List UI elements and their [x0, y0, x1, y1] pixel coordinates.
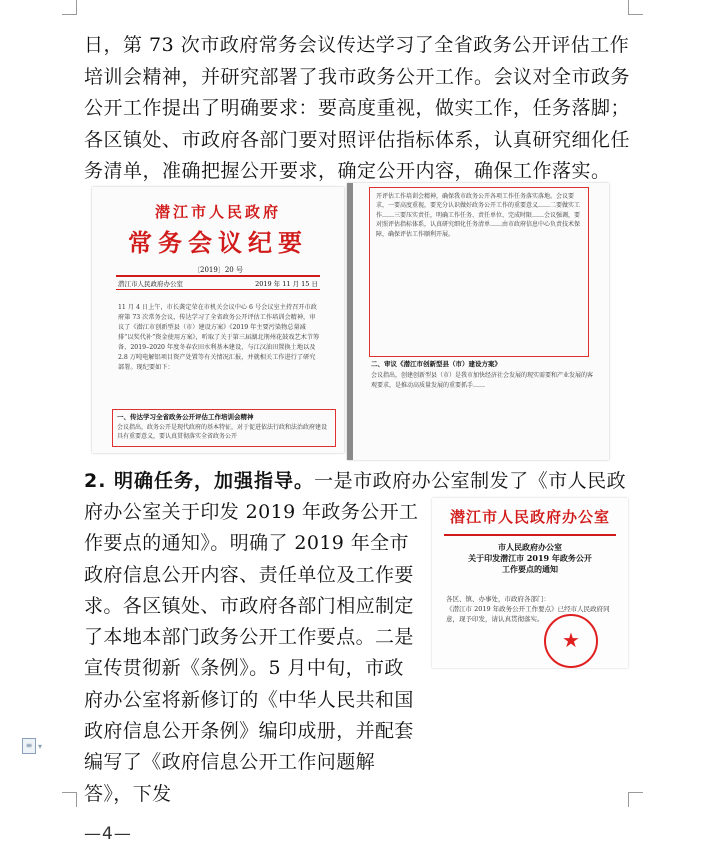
minutes-issuer: 潜江市人民政府办公室 — [118, 280, 183, 288]
section-heading: 二、审议《潜江市创新型县（市）建设方案》 — [371, 360, 501, 368]
minutes-page-2-image — [347, 183, 609, 460]
crop-mark-top-right — [628, 0, 643, 15]
minutes-org-title: 潜江市人民政府 — [154, 203, 281, 221]
highlight-box-right — [369, 187, 589, 357]
section-body: 会议指出，创建创新型县（市）是我市加快经济社会发展的现实需要和产业发展的客观要求，是推动高质量发展的重要抓手…… — [371, 372, 594, 389]
minutes-number: 〔2019〕20 号 — [193, 266, 243, 274]
notice-text: 各区、镇、办事处，市政府各部门： 《潜江市 2019 年政务公开工作要点》已经市人民政府同意，现予印发，请认真贯彻落实。 — [446, 595, 610, 623]
minutes-title: 常务会议纪要 — [128, 228, 308, 257]
crop-mark-bottom-right — [628, 792, 643, 807]
minutes-date: 2019 年 11 月 15 日 — [255, 280, 318, 288]
notice-document-image — [432, 498, 628, 668]
notice-subtitle: 市人民政府办公室 关于印发潜江市 2019 年政务公开 工作要点的通知 — [468, 542, 592, 574]
red-divider — [116, 275, 320, 277]
crop-mark-top-left — [62, 0, 77, 15]
highlight-box-title: 一、传达学习全省政务公开评估工作培训会精神 — [117, 413, 254, 421]
meeting-minutes-image — [92, 187, 344, 453]
red-divider-thin — [116, 289, 320, 290]
highlight-box-text: 会议指出，政务公开是现代政府的基本特征，对于促进依法行政和法治政府建设具有重要意义，要认真贯彻落实全省政务公开 — [117, 424, 328, 440]
page-number: —4— — [84, 824, 132, 844]
body-paragraph-3: 府办公室关于印发 2019 年政务公开工作要点的通知》。明确了 2019 年全市政府信息公开内容、责任单位及工作要求。各区镇处、市政府各部门相应制定了本地本部门政务公开工作要点。二是宣传贯彻新《条例》。5 月中旬，市政府办公室将新修订的《中华人民共和国政府信息公开条例》编印成册，并配套编写了《政府信息公开工作问题解答》，下发 — [84, 501, 419, 805]
notice-red-line — [444, 534, 616, 536]
notice-header: 潜江市人民政府办公室 — [449, 508, 610, 526]
body-paragraph-1: 日，第 73 次市政府常务会议传达学习了全省政务公开评估工作培训会精神，并研究部署了我市政务公开工作。会议对全市政务公开工作提出了明确要求：要高度重视，做实工作，任务落脚；各区镇处、市政府各部门要对照评估指标体系，认真研究细化任务清单，准确把握公开要求，确定公开内容，确保工作落实。 — [84, 34, 631, 183]
doc-icon[interactable]: ≡ — [22, 738, 36, 754]
highlight-box — [112, 409, 336, 447]
minutes-meta — [118, 279, 318, 288]
highlight-box-right-text: 开评估工作培训会精神，确保我市政务公开各项工作任务落实落地。会议要求，一要高度重视，要充分认识做好政务公开工作的重要意义……二要做实工作……三要压实责任，明确工作任务、责任单位、完成时限……会议强调，要对照评估指标体系，认真研究细化任务清单……由市政府信息中心负责技术保障，确保评估工作顺利开展。 — [376, 193, 581, 238]
paragraph-heading: 2. 明确任务，加强指导。 — [84, 470, 315, 492]
paragraph-2-text: 一是市政府办公室制发了《市人民政 — [314, 470, 627, 492]
minutes-body: 11 月 4 日上午，市长龚定荣在市机关会议中心 6 号会议室主持召开市政府第 73 次常务会议，传达学习了全省政务公开评估工作培训会精神，审议了《潜江市创新型县（市）建设方案》《2019 年主要污染物总量减排“以奖代补”资金使用方案》，听取了关于第三届湖北荆州花鼓戏艺术节筹备、2019–2020 年度冬春农田水利基本建设、与江汉油田置换土地以及 2.8 万吨电解铝项目资产处置等有关情况汇报，并就相关工作进行了研究部署。现纪要如下： — [118, 304, 320, 371]
crop-mark-bottom-left — [62, 792, 77, 807]
body-paragraph-2 — [84, 466, 632, 498]
official-seal: ★ — [544, 614, 598, 668]
chevron-down-icon[interactable]: ▾ — [38, 742, 43, 751]
